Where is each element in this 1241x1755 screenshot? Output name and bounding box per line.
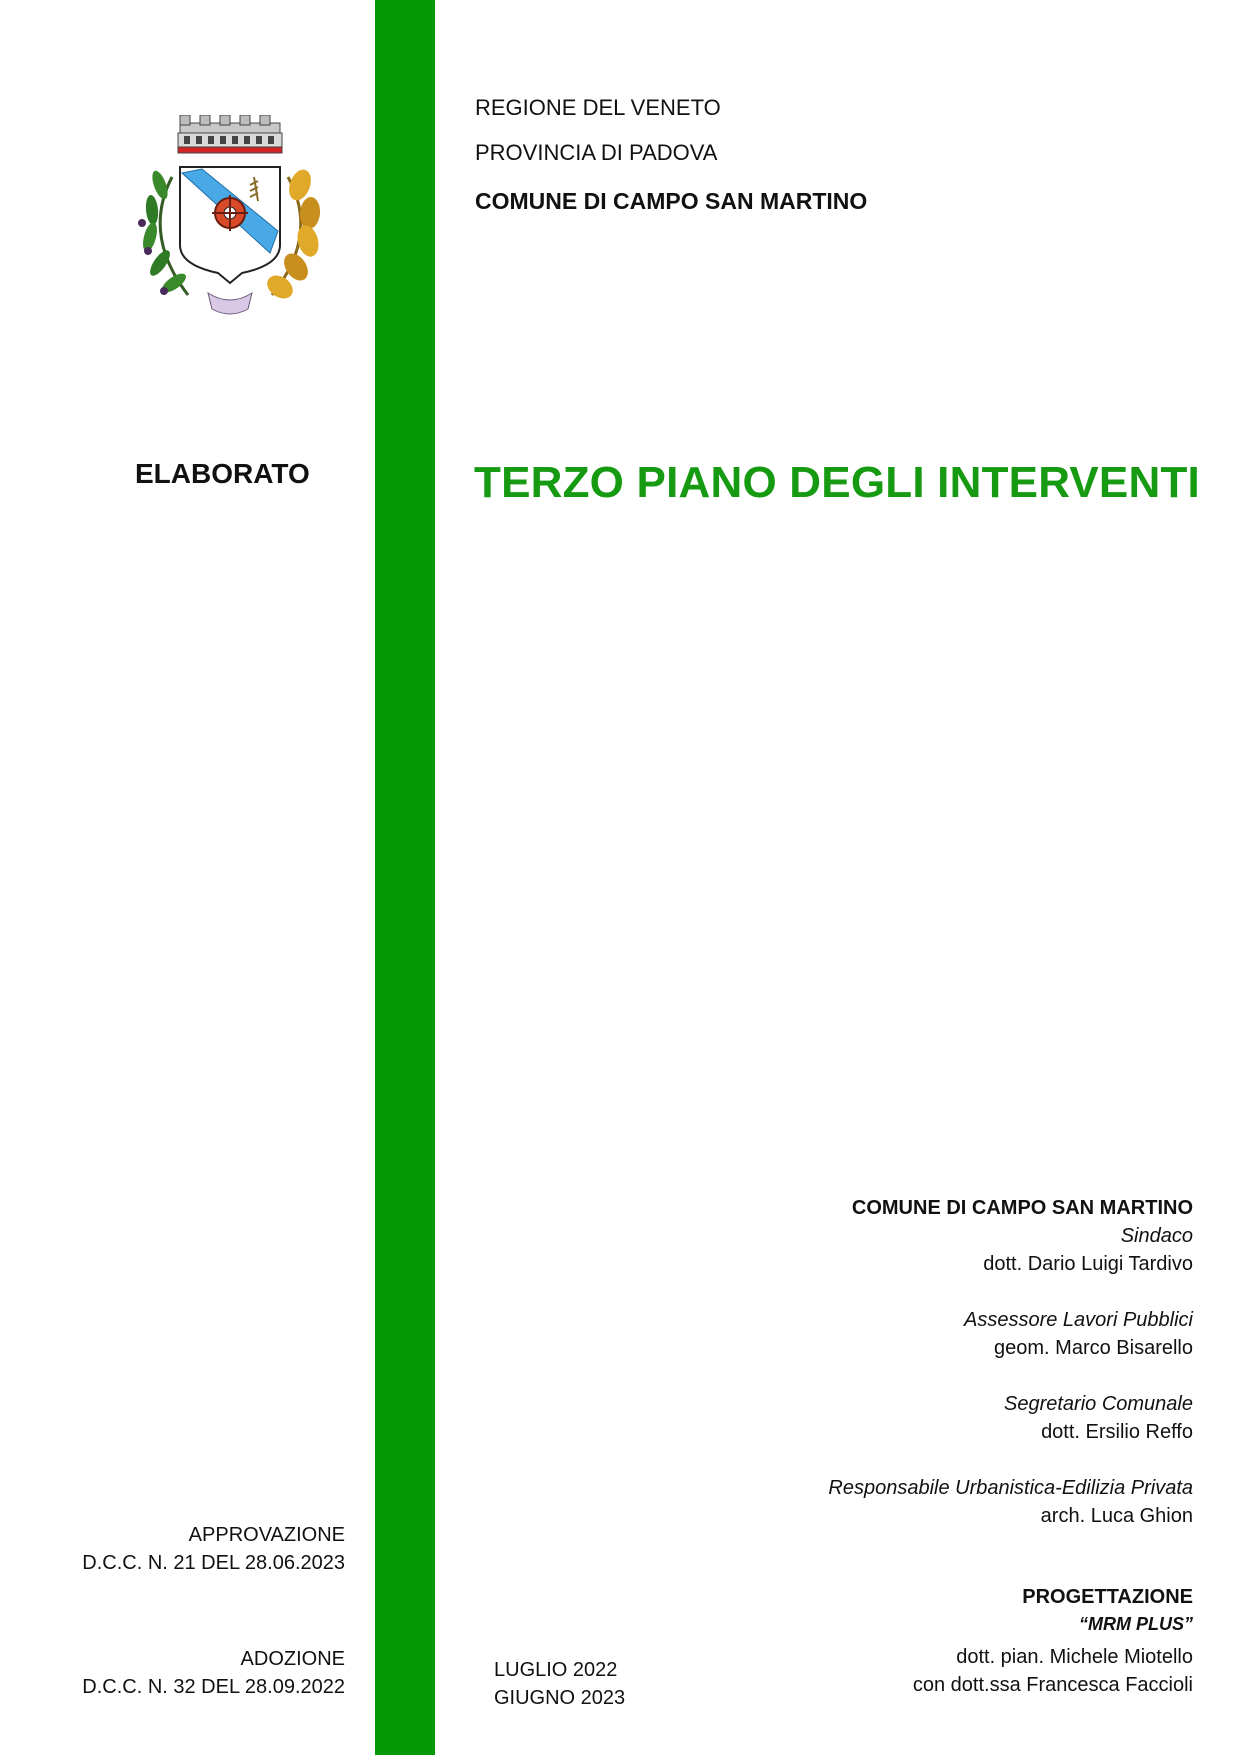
coat-of-arms-icon [130,115,330,330]
crown-icon [178,115,282,153]
assessor-name: geom. Marco Bisarello [994,1337,1193,1359]
secretary-role: Segretario Comunale [1004,1393,1193,1415]
approval-label: APPROVAZIONE [188,1524,345,1546]
elaborato-label: ELABORATO [135,458,310,489]
design-heading: PROGETTAZIONE [1022,1586,1193,1608]
mayor-name: dott. Dario Luigi Tardivo [983,1253,1193,1275]
assessor-role: Assessore Lavori Pubblici [964,1309,1193,1331]
date-2: GIUGNO 2023 [494,1687,626,1709]
province-label: PROVINCIA DI PADOVA [475,140,718,165]
region-label: REGIONE DEL VENETO [475,95,721,120]
approval-block [82,1521,345,1577]
page-title: TERZO PIANO DEGLI INTERVENTI [474,458,1200,507]
adoption-label: ADOZIONE [240,1648,345,1670]
secretary-name: dott. Ersilio Reffo [1041,1421,1193,1443]
shield-icon [180,167,280,283]
mayor-role: Sindaco [1120,1225,1193,1247]
officials-heading: COMUNE DI CAMPO SAN MARTINO [851,1197,1193,1219]
design-firm: “MRM PLUS” [1079,1614,1193,1634]
designer-1: dott. pian. Michele Miotello [956,1646,1193,1668]
design-block [913,1583,1193,1699]
municipality-label: COMUNE DI CAMPO SAN MARTINO [475,188,868,214]
approval-deliberation: D.C.C. N. 21 DEL 28.06.2023 [82,1552,345,1574]
adoption-deliberation: D.C.C. N. 32 DEL 28.09.2022 [82,1676,345,1698]
green-vertical-band [375,0,435,1755]
planning-role: Responsabile Urbanistica-Edilizia Privata [828,1477,1193,1499]
dates-block [494,1656,625,1712]
designer-2: con dott.ssa Francesca Faccioli [912,1674,1193,1696]
date-1: LUGLIO 2022 [494,1659,618,1681]
officials-block [828,1194,1193,1530]
adoption-block [82,1645,345,1701]
planning-name: arch. Luca Ghion [1040,1505,1193,1527]
ribbon-icon [208,293,252,314]
